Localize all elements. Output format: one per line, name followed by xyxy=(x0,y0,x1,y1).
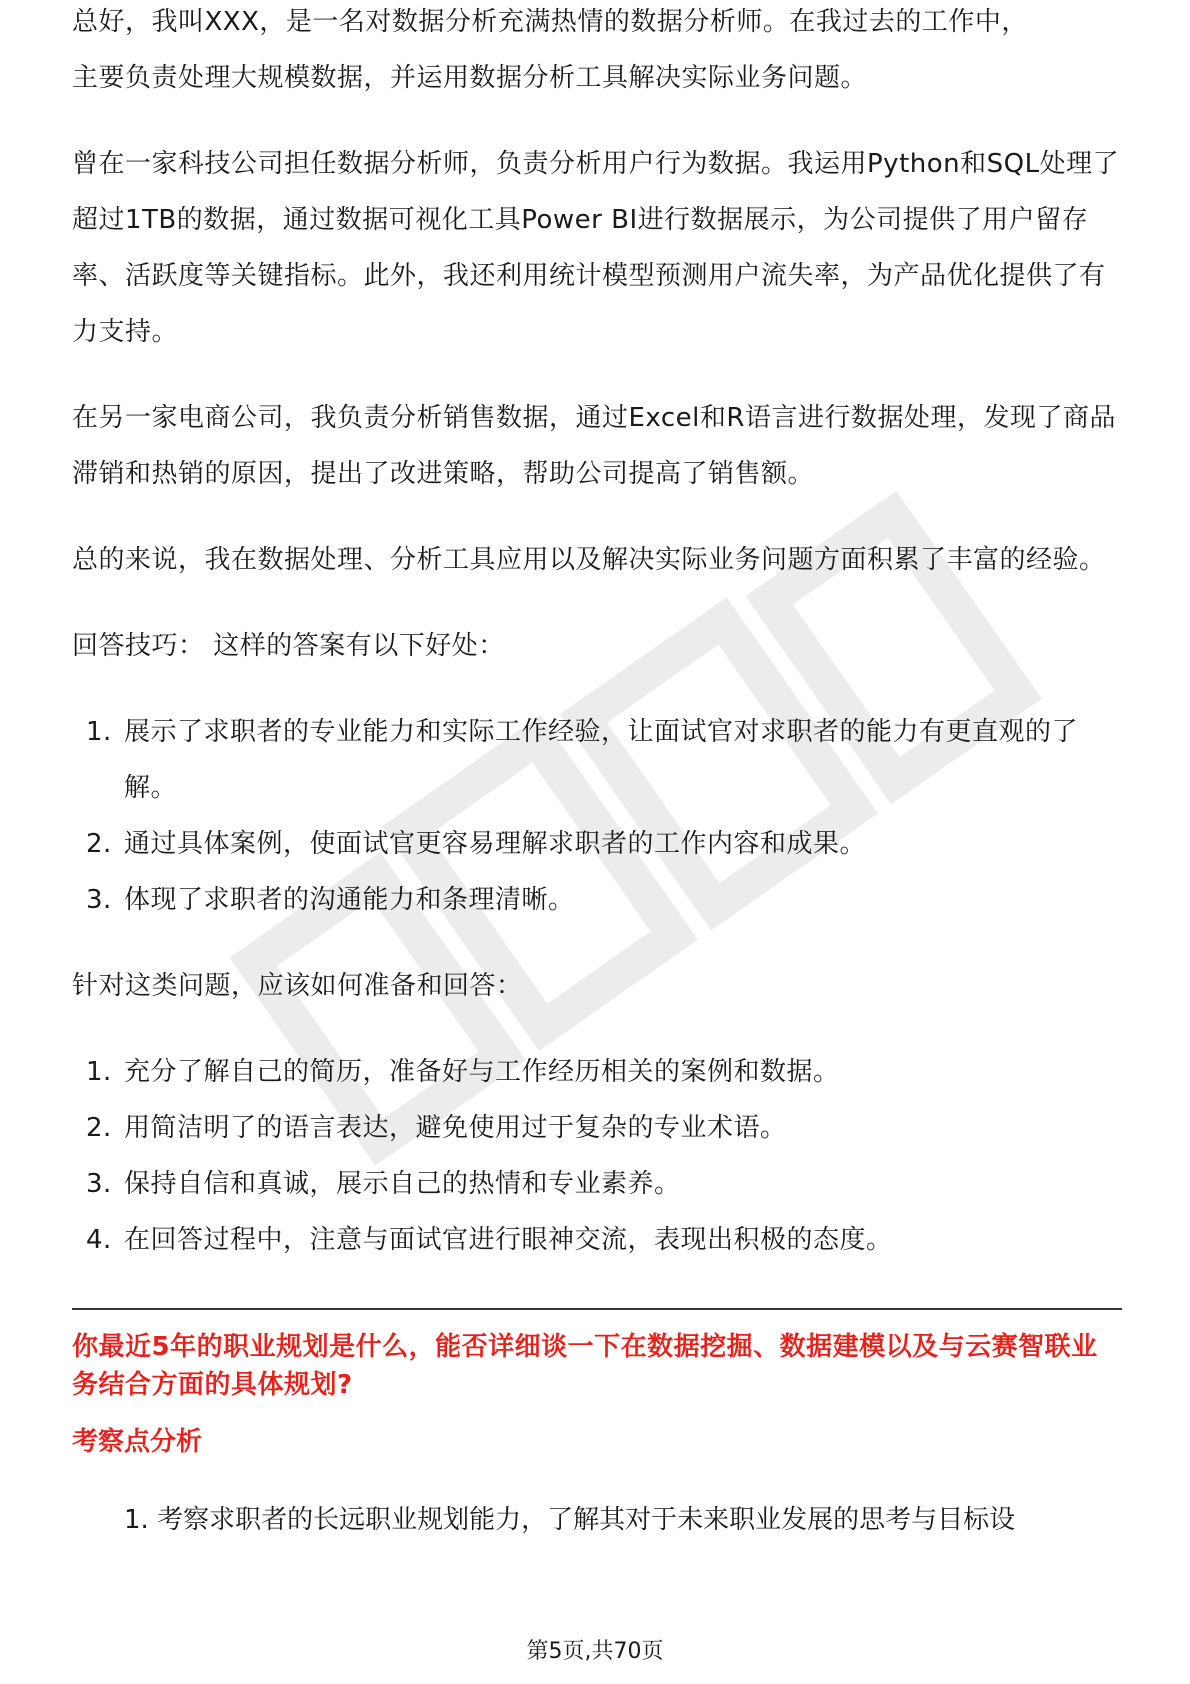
list-text: 展示了求职者的专业能力和实际工作经验，让面试官对求职者的能力有更直观的了解。 xyxy=(124,717,1079,803)
list-number: 2. xyxy=(86,1113,112,1143)
list-text: 在回答过程中，注意与面试官进行眼神交流，表现出积极的态度。 xyxy=(124,1225,893,1255)
list-text: 通过具体案例，使面试官更容易理解求职者的工作内容和成果。 xyxy=(124,829,867,859)
intro-line: 主要负责处理大规模数据，并运用数据分析工具解决实际业务问题。 xyxy=(72,63,868,93)
list-text: 保持自信和真诚，展示自己的热情和专业素养。 xyxy=(124,1169,681,1199)
tips-heading: 回答技巧： 这样的答案有以下好处： xyxy=(72,631,505,661)
prep-heading: 针对这类问题，应该如何准备和回答： xyxy=(72,971,523,1001)
list-number: 1. xyxy=(86,1057,112,1087)
summary-paragraph: 总的来说，我在数据处理、分析工具应用以及解决实际业务问题方面积累了丰富的经验。 xyxy=(72,545,1106,575)
list-number: 3. xyxy=(86,1169,112,1199)
question-heading: 你最近5年的职业规划是什么，能否详细谈一下在数据挖掘、数据建模以及与云赛智联业务结合方面的具体规划? xyxy=(72,1332,1098,1400)
list-item xyxy=(72,1212,1122,1268)
list-item xyxy=(72,1156,1122,1212)
cut-list-item xyxy=(72,1492,1122,1535)
list-text: 充分了解自己的简历，准备好与工作经历相关的案例和数据。 xyxy=(124,1057,840,1087)
list-number: 1. xyxy=(86,717,112,747)
list-text: 体现了求职者的沟通能力和条理清晰。 xyxy=(124,885,575,915)
list-number: 2. xyxy=(86,829,112,859)
page-number: 第5页,共70页 xyxy=(521,1639,670,1664)
list-item xyxy=(72,816,1122,872)
list-item xyxy=(72,704,1122,816)
cut-list-text: 1. 考察求职者的长远职业规划能力，了解其对于未来职业发展的思考与目标设 xyxy=(124,1505,1016,1535)
list-number: 4. xyxy=(86,1225,112,1255)
intro-line-cut: 总好，我叫XXX，是一名对数据分析充满热情的数据分析师。在我过去的工作中， xyxy=(72,7,1028,37)
page-footer xyxy=(0,1634,1190,1665)
list-item xyxy=(72,1044,1122,1100)
list-item xyxy=(72,872,1122,928)
experience-paragraph-1: 曾在一家科技公司担任数据分析师，负责分析用户行为数据。我运用Python和SQL处理了超过1TB的数据，通过数据可视化工具Power BI进行数据展示，为公司提供了用户留存率、活跃度等关键指标。此外，我还利用统计模型预测用户流失率，为产品优化提供了有力支持。 xyxy=(72,149,1120,347)
list-text: 用简洁明了的语言表达，避免使用过于复杂的专业术语。 xyxy=(124,1113,787,1143)
intro-paragraph xyxy=(72,7,1122,106)
tips-list xyxy=(72,704,1122,928)
analysis-section-title: 考察点分析 xyxy=(72,1427,203,1457)
prep-list xyxy=(72,1044,1122,1268)
document-body xyxy=(72,7,1122,1535)
section-divider xyxy=(72,1308,1122,1310)
list-item xyxy=(72,1100,1122,1156)
list-number: 3. xyxy=(86,885,112,915)
experience-paragraph-2: 在另一家电商公司，我负责分析销售数据，通过Excel和R语言进行数据处理，发现了商品滞销和热销的原因，提出了改进策略，帮助公司提高了销售额。 xyxy=(72,403,1116,489)
